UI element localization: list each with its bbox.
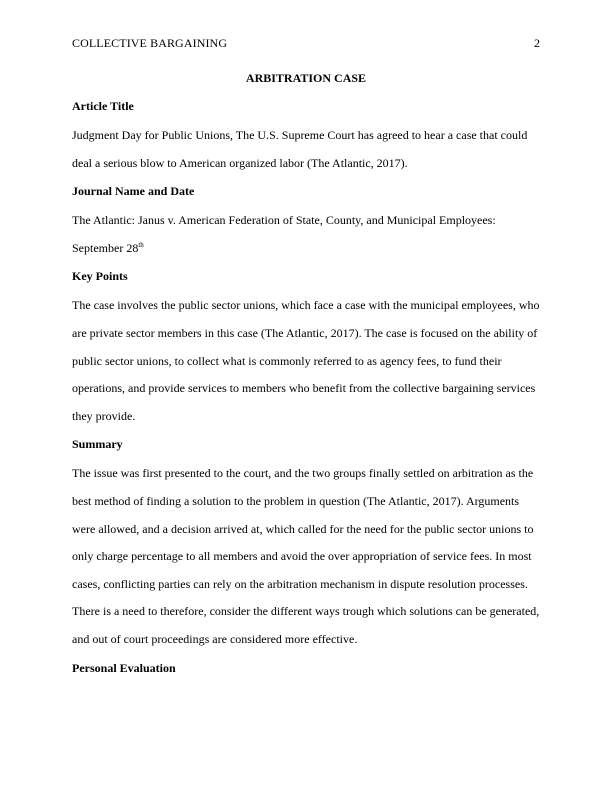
article-title-heading: Article Title [72, 99, 134, 113]
summary-text: The issue was first presented to the court, and the two groups finally settled on arbitration as the best method of finding a solution to the problem in question (The Atlantic, 2017). Arguments were allowed, and a decision arrived at, which called for the need for the public sector unions to only charge percentage to all members and avoid the over appropriation of service fees. In most cases, conflicting parties can rely on the arbitration mechanism in dispute resolution processes. There is a need to therefore, consider the different ways trough which solutions can be generated, and out of court proceedings are considered more effective. [72, 466, 540, 646]
running-head: COLLECTIVE BARGAINING [72, 36, 228, 50]
personal-evaluation-heading: Personal Evaluation [72, 660, 176, 675]
journal-text [72, 205, 540, 262]
document-title: ARBITRATION CASE [245, 71, 367, 85]
summary-heading: Summary [72, 437, 123, 452]
journal-heading: Journal Name and Date [72, 184, 195, 199]
journal-text-main: The Atlantic: Janus v. American Federation of State, County, and Municipal Employees: September 28 [72, 213, 496, 255]
page-number: 2 [534, 36, 540, 50]
document-body [72, 64, 540, 682]
journal-date-superscript: th [138, 240, 144, 249]
key-points-heading: Key Points [72, 269, 128, 284]
key-points-text: The case involves the public sector unions, which face a case with the municipal employees, who are private sector members in this case (The Atlantic, 2017). The case is focused on the ability of public sector unions, to collect what is commonly referred to as agency fees, to fund their operations, and provide services to members who benefit from the collective bargaining services they provide. [72, 298, 540, 423]
article-title-text: Judgment Day for Public Unions, The U.S. Supreme Court has agreed to hear a case that could deal a serious blow to American organized labor (The Atlantic, 2017). [72, 128, 528, 170]
